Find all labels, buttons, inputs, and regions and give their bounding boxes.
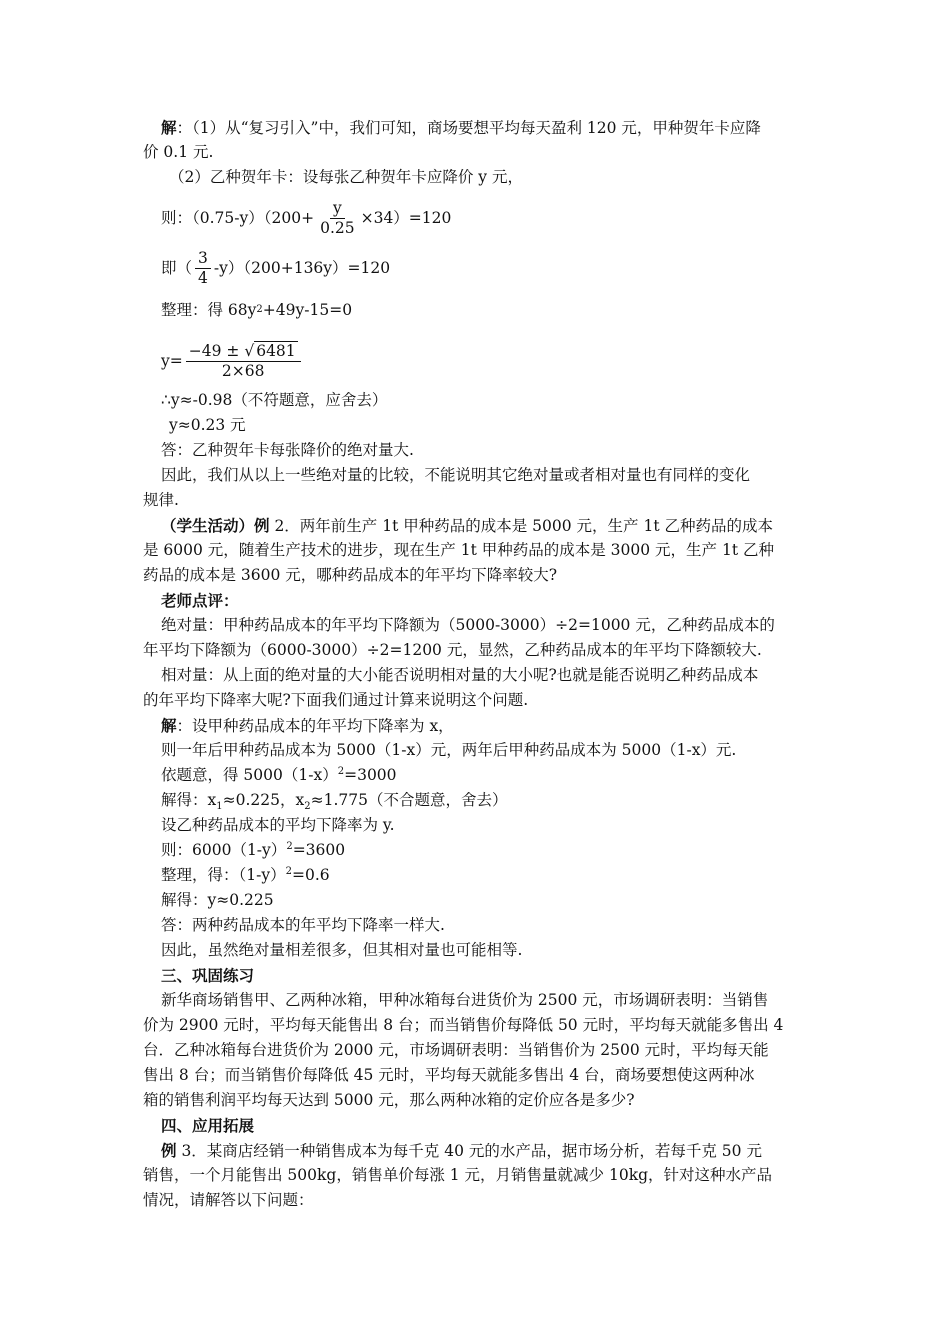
paragraph: 年平均下降额为（6000-3000）÷2=1200 元，显然，乙种药品成本的年平均下降额较大.: [143, 641, 762, 659]
paragraph: 解得：y≈0.225: [161, 891, 274, 909]
paragraph: 规律.: [143, 491, 179, 509]
paragraph: 解得：$x_1\approx 0.225$，$x_2\approx 1.775$（不合题意，舍去）: [161, 791, 508, 813]
paragraph: 则一年后甲种药品成本为 5000（1-x）元，两年后甲种药品成本为 5000（1-x）元.: [161, 741, 737, 759]
solution-label: 解: [161, 118, 177, 137]
paragraph: （学生活动）例 2．两年前生产 1t 甲种药品的成本是 5000 元，生产 1t 乙种药品的成本: [161, 516, 773, 535]
equation-3: 整理：得 68y 2 +49y-15=0: [161, 300, 353, 319]
paragraph: 售出 8 台；而当销售价每降低 45 元时，平均每天就能多售出 4 台，商场要想使这两种冰: [143, 1066, 755, 1084]
paragraph: 答：两种药品成本的年平均下降率一样大.: [161, 916, 445, 934]
section-label: 老师点评：: [161, 591, 239, 610]
paragraph: y≈0.23 元: [169, 416, 246, 434]
equation-2: 即（ $\frac{3}{4}$ -y）（200+136y）=120: [161, 248, 391, 287]
solution-label: 解: [161, 716, 177, 735]
paragraph: 情况，请解答以下问题：: [143, 1191, 314, 1209]
fraction: $\frac{-49 \pm √ 6481}{2\times 68}$: [186, 342, 301, 381]
paragraph: 设乙种药品成本的平均下降率为 y.: [161, 816, 395, 834]
paragraph: 因此，我们从以上一些绝对量的比较，不能说明其它绝对量或者相对量也有同样的变化: [161, 466, 751, 484]
example-label: 例: [161, 1141, 177, 1160]
example-label: （学生活动）例: [161, 516, 270, 535]
equation-4: y= $\frac{-49 \pm √ 6481}{2\times 68}$: [143, 334, 808, 388]
paragraph: 箱的销售利润平均每天达到 5000 元，那么两种冰箱的定价应各是多少?: [143, 1091, 635, 1109]
fraction: $\frac{y}{0.25}$: [320, 198, 355, 237]
paragraph: 销售，一个月能售出 500kg，销售单价每涨 1 元，月销售量就减少 10kg，针对这种水产品: [143, 1166, 773, 1184]
paragraph: 答：乙种贺年卡每张降价的绝对量大.: [161, 441, 414, 459]
paragraph: 相对量：从上面的绝对量的大小能否说明相对量的大小呢?也就是能否说明乙种药品成本: [161, 666, 759, 684]
paragraph: 依题意，得 $5000(1-x)^2=3000$: [161, 765, 397, 784]
paragraph: 因此，虽然绝对量相差很多，但其相对量也可能相等.: [161, 941, 523, 959]
section-heading: 四、应用拓展: [161, 1116, 255, 1135]
paragraph: （2）乙种贺年卡：设每张乙种贺年卡应降价 y 元，: [169, 168, 523, 186]
paragraph: 解：设甲种药品成本的年平均下降率为 x，: [161, 716, 454, 735]
fraction: $\frac{3}{4}$: [195, 249, 211, 288]
paragraph: 价为 2900 元时，平均每天能售出 8 台；而当销售价每降低 50 元时，平均每天就能多售出 4: [143, 1016, 784, 1034]
paragraph: ∴y≈-0.98（不符题意，应舍去）: [161, 391, 388, 409]
equation-1: 则：（0.75-y）（200+ $\frac{y}{0.25}$ ×34）=120: [161, 198, 452, 237]
paragraph: 台．乙种冰箱每台进货价为 2000 元，市场调研表明：当销售价为 2500 元时，平均每天能: [143, 1041, 769, 1059]
document-body: [143, 115, 808, 1213]
section-heading: 三、巩固练习: [161, 966, 255, 985]
paragraph: 则：$6000(1-y)^2=3600$: [161, 840, 346, 859]
paragraph: 例 3．某商店经销一种销售成本为每千克 40 元的水产品，据市场分析，若每千克 50 元: [161, 1141, 762, 1160]
paragraph: 是 6000 元，随着生产技术的进步，现在生产 1t 甲种药品的成本是 3000 元，生产 1t 乙种: [143, 541, 774, 559]
paragraph: 药品的成本是 3600 元，哪种药品成本的年平均下降率较大?: [143, 566, 558, 584]
paragraph: 价 0.1 元.: [143, 143, 214, 161]
paragraph: 解：（1）从“复习引入”中，我们可知，商场要想平均每天盈利 120 元，甲种贺年卡应降: [161, 118, 761, 137]
paragraph: 整理，得：$(1-y)^2=0.6$: [161, 865, 330, 884]
paragraph: 新华商场销售甲、乙两种冰箱，甲种冰箱每台进货价为 2500 元，市场调研表明：当销售: [161, 991, 769, 1009]
paragraph: 的年平均下降率大呢?下面我们通过计算来说明这个问题.: [143, 691, 529, 709]
paragraph: 绝对量：甲种药品成本的年平均下降额为（5000-3000）÷2=1000 元，乙种药品成本的: [161, 616, 775, 634]
